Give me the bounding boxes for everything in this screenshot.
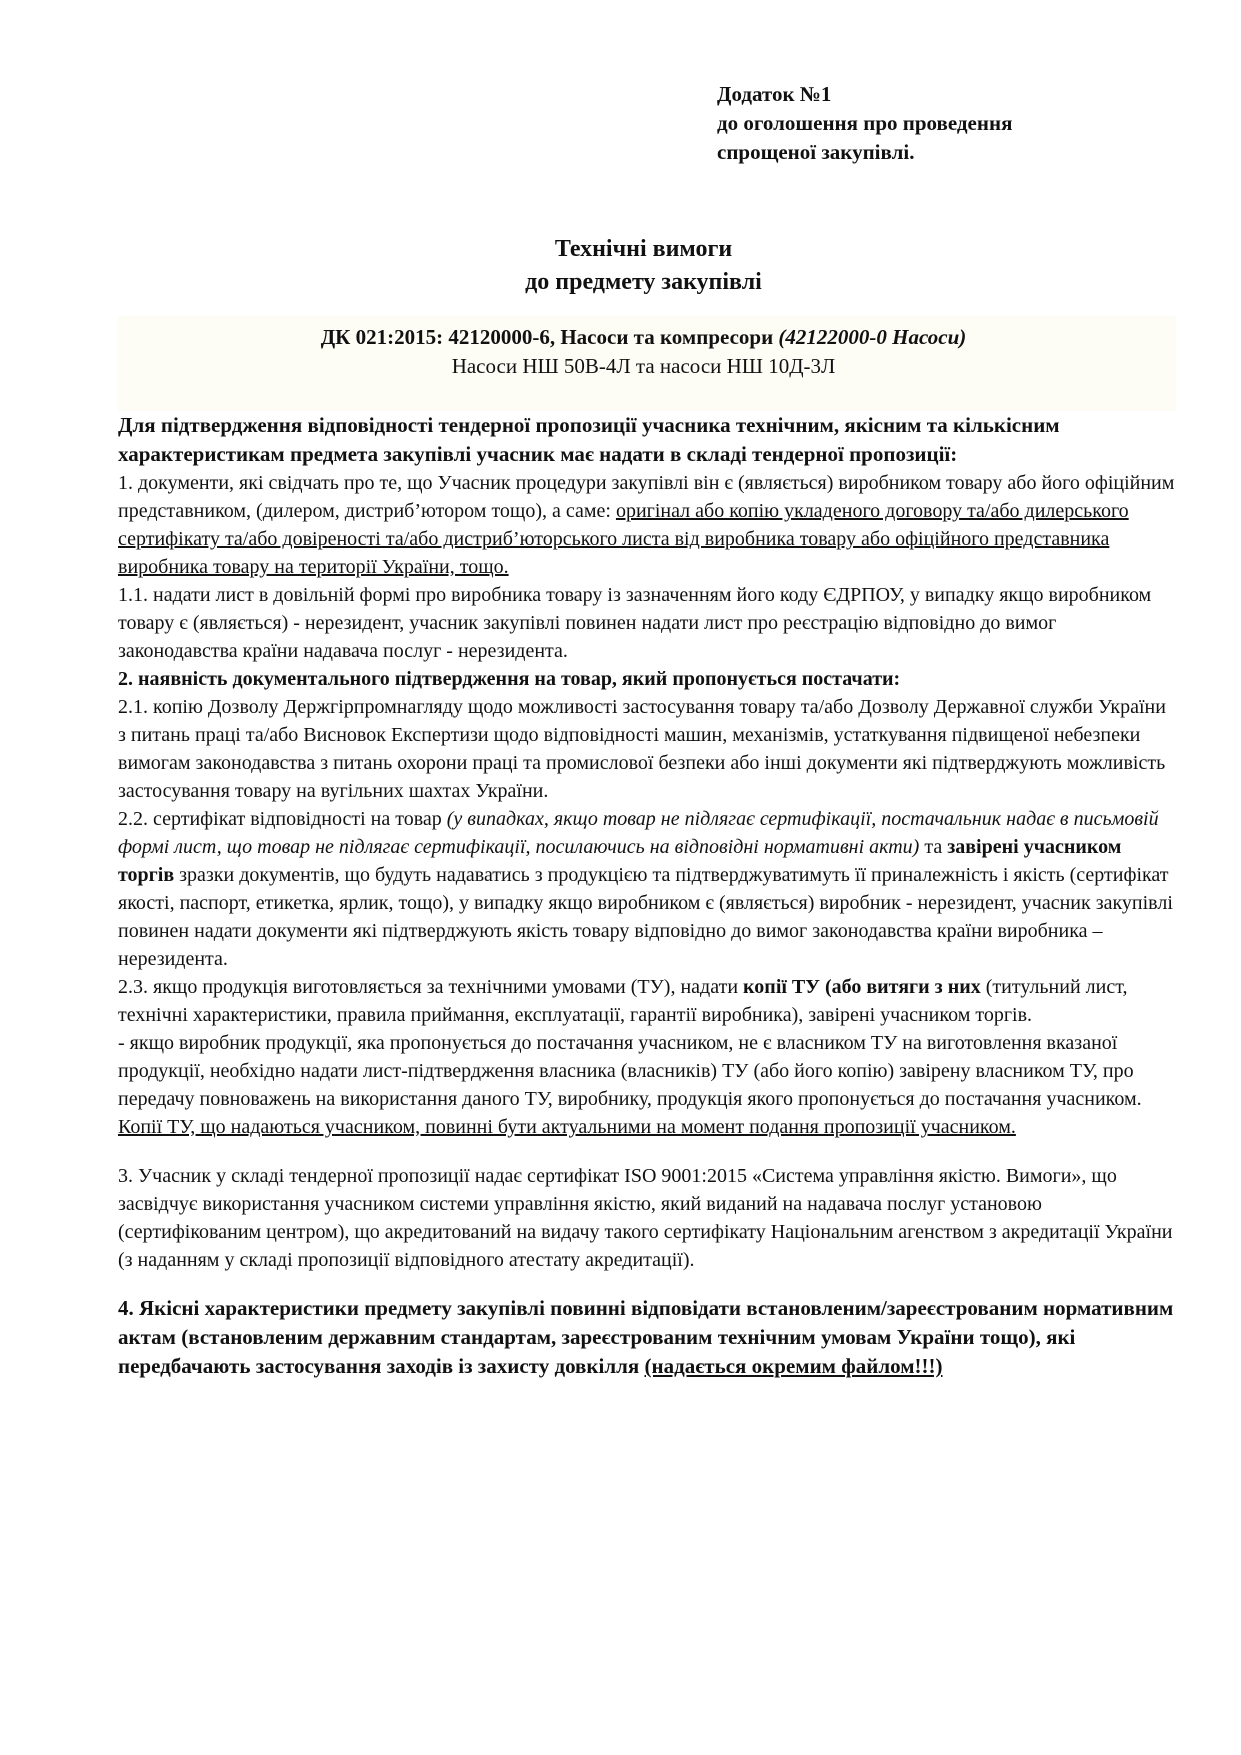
title-line-2: до предмету закупівлі xyxy=(525,269,762,295)
paragraph-2-3-end: (титульний лист, технічні характеристики, правила приймання, експлуатації, гарантії виробника), завірені учасником торгів. xyxy=(118,976,1128,1026)
paragraph-copies-underlined: Копії ТУ, що надаються учасником, повинні бути актуальними на момент подання пропозиції учасником. xyxy=(118,1116,1016,1138)
document-body xyxy=(118,411,1176,1381)
lead-paragraph: Для підтвердження відповідності тендерної пропозиції учасника технічним, якісним та кількісним характеристикам предмета закупівлі учасник має надати в складі тендерної пропозиції: xyxy=(118,413,1060,466)
procurement-subject: Насоси НШ 50В-4Л та насоси НШ 10Д-3Л xyxy=(451,354,836,378)
paragraph-4-text: 4. Якісні характеристики предмету закупівлі повинні відповідати встановленим/зареєстрованим нормативним актам (встановленим державним стандартам, зареєстрованим технічним умовам України тощо), які передбачають застосування заходів із захисту довкілля xyxy=(118,1296,1174,1378)
attachment-line-3: спрощеної закупівлі. xyxy=(717,140,915,164)
paragraph-1-underlined: оригінал або копію укладеного договору та/або дилерського сертифікату та/або довіреності та/або дистриб’юторського листа від виробника товару або офіційного представника виробника товару на території України, тощо. xyxy=(118,500,1129,578)
paragraph-2-2 xyxy=(118,805,1176,973)
document-title xyxy=(0,233,1241,299)
paragraph-copies xyxy=(118,1113,1176,1141)
spacer xyxy=(118,1141,1176,1162)
paragraph-2-2-start: 2.2. сертифікат відповідності на товар xyxy=(118,808,447,830)
paragraph-2-2-italic: (у випадках, якщо товар не підлягає сертифікації, постачальник надає в письмовій формі лист, що товар не підлягає сертифікації, посилаючись на відповідні нормативні акти) xyxy=(118,808,1159,858)
paragraph-2-3-bold: копії ТУ (або витяги з них xyxy=(743,976,981,998)
paragraph-2-2-mid: та xyxy=(919,836,948,858)
attachment-note xyxy=(717,80,1177,167)
paragraph-1-1: 1.1. надати лист в довільній формі про виробника товару із зазначенням його коду ЄДРПОУ, у випадку якщо виробником товару є (являється) - нерезидент, учасник закупівлі повинен надати лист про реєстрацію відповідно до вимог законодавства країни надавача послуг - нерезидента. xyxy=(118,584,1152,662)
paragraph-2-2-end: зразки документів, що будуть надаватись з продукцією та підтверджуватимуть її приналежність і якість (сертифікат якості, паспорт, етикетка, ярлик, тощо), у випадку якщо виробником є (являється) виробник - нерезидент, учасник закупівлі повинен надати документи які підтверджують якість товару відповідно до вимог законодавства країни виробника – нерезидента. xyxy=(118,864,1173,970)
attachment-line-1: Додаток №1 xyxy=(717,82,832,106)
paragraph-2-2-bold: завірені учасником торгів xyxy=(118,836,1122,886)
paragraph-1-text: 1. документи, які свідчать про те, що Учасник процедури закупівлі він є (являється) виробником товару або його офіційним представником, (дилером, дистриб’ютором тощо), а саме: xyxy=(118,472,1175,522)
paragraph-2-heading: 2. наявність документального підтвердження на товар, який пропонується постачати: xyxy=(118,668,901,690)
paragraph-2-3-start: 2.3. якщо продукція виготовляється за технічними умовами (ТУ), надати xyxy=(118,976,744,998)
attachment-line-2: до оголошення про проведення xyxy=(717,111,1013,135)
spacer xyxy=(118,1274,1176,1294)
paragraph-2 xyxy=(118,665,1176,693)
paragraph-2-3 xyxy=(118,973,1176,1029)
paragraph-3: 3. Учасник у складі тендерної пропозиції надає сертифікат ISO 9001:2015 «Система управління якістю. Вимоги», що засвідчує використання учасником системи управління якістю, який виданий на надавача послуг установою (сертифікованим центром), що акредитований на видачу такого сертифікату Національним агенством з акредитації України (з наданням у складі пропозиції відповідного атестату акредитації). xyxy=(118,1165,1173,1271)
title-line-1: Технічні вимоги xyxy=(554,236,733,262)
paragraph-1 xyxy=(118,469,1176,581)
paragraph-dash: - якщо виробник продукції, яка пропонується до постачання учасником, не є власником ТУ на виготовлення вказаної продукції, необхідно надати лист-підтвердження власника (власників) ТУ (або його копію) завірену власником ТУ, про передачу повноважень на використання даного ТУ, виробнику, продукція якого пропонується до постачання учасником. xyxy=(118,1032,1142,1110)
paragraph-4 xyxy=(118,1294,1176,1381)
procurement-code xyxy=(0,323,1241,381)
code-line xyxy=(0,323,1241,352)
code-subclass: (42122000-0 Насоси) xyxy=(778,325,967,349)
paragraph-2-1: 2.1. копію Дозволу Держгірпромнагляду щодо можливості застосування товару та/або Дозволу Державної служби України з питань праці та/або Висновок Експертизи щодо відповідності машин, механізмів, устаткування підвищеної небезпеки вимогам законодавства з питань охорони праці та промислової безпеки або інші документи які підтверджують можливість застосування товару на вугільних шахтах України. xyxy=(118,696,1166,802)
code-classifier: ДК 021:2015: 42120000-6, Насоси та компресори xyxy=(320,325,774,349)
paragraph-4-underlined: (надається окремим файлом!!!) xyxy=(644,1354,943,1378)
